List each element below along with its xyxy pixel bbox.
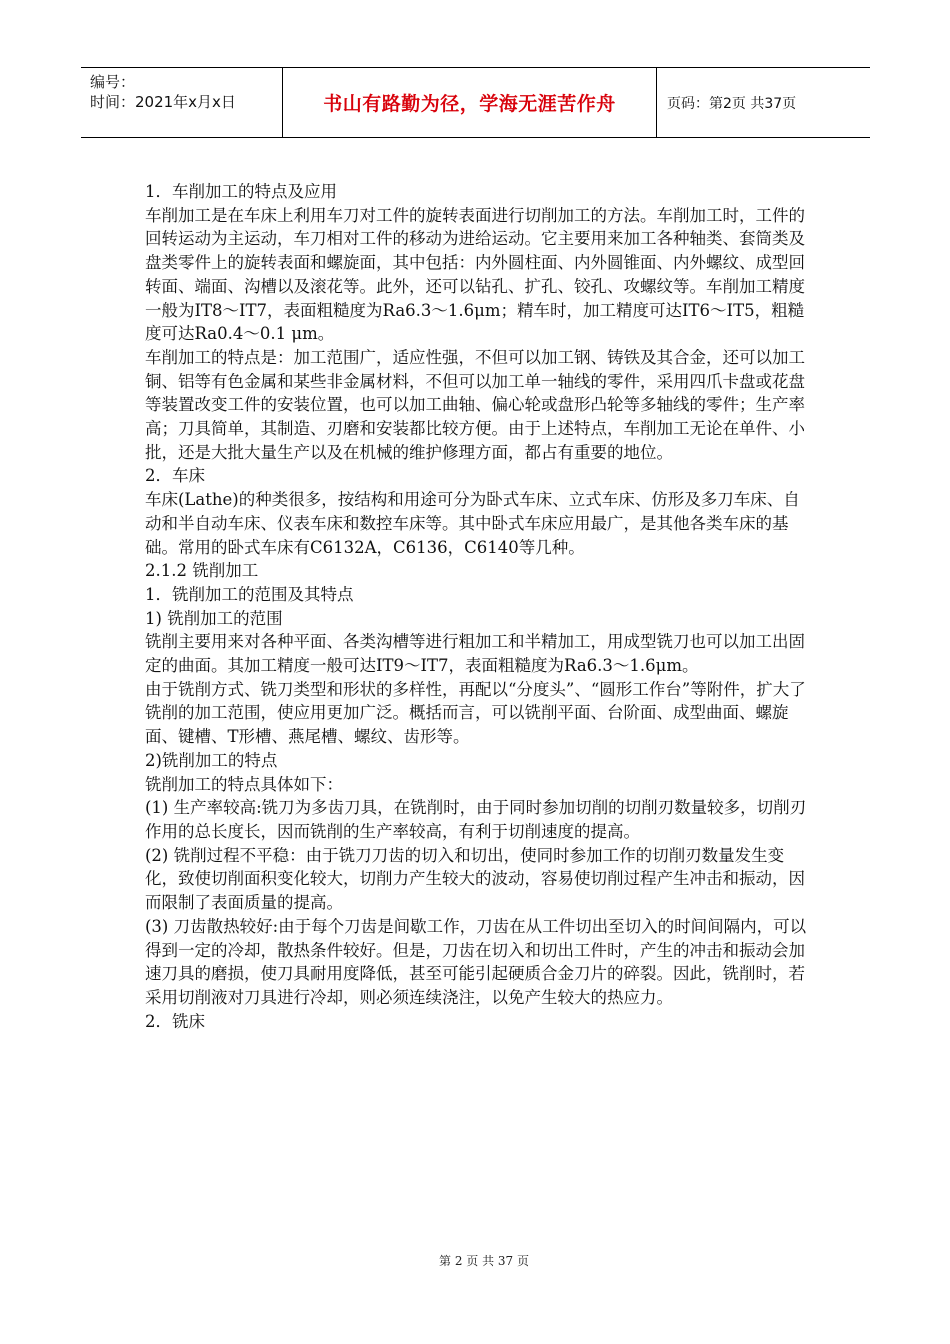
paragraph: 铣削加工的特点具体如下：: [145, 774, 343, 794]
paragraph: 车削加工是在车床上利用车刀对工件的旋转表面进行切削加工的方法。车削加工时，工件的回转运动为主运动，车刀相对工件的移动为进给运动。它主要用来加工各种轴类、套筒类及盘类零件上的旋转表面和螺旋面，其中包括：内外圆柱面、内外圆锥面、内外螺纹、成型回转面、端面、沟槽以及滚花等。此外，还可以钻孔、扩孔、铰孔、攻螺纹等。车削加工精度一般为IT8～IT7，表面粗糙度为Ra6.3～1.6μm；精车时，加工精度可达IT6～IT5，粗糙度可达Ra0.4～0.1 μm。: [145, 205, 805, 344]
page-header: [81, 67, 870, 138]
section-heading: 2．铣床: [145, 1011, 205, 1031]
section-heading: 2.1.2 铣削加工: [145, 561, 259, 581]
section-heading: 2．车床: [145, 466, 205, 486]
list-item: (3) 刀齿散热较好:由于每个刀齿是间歇工作，刀齿在从工件切出至切入的时间间隔内，可以得到一定的冷却，散热条件较好。但是，刀齿在切入和切出工件时，产生的冲击和振动会加速刀具的磨损，使刀具耐用度降低，甚至可能引起硬质合金刀片的碎裂。因此，铣削时，若采用切削液对刀具进行冷却，则必须连续浇注，以免产生较大的热应力。: [145, 916, 807, 1007]
header-page-info: 页码：第2页 共37页: [667, 95, 797, 112]
time-label: 时间：2021年x月x日: [90, 93, 236, 111]
paragraph: 车削加工的特点是：加工范围广，适应性强，不但可以加工钢、铸铁及其合金，还可以加工铜、铝等有色金属和某些非金属材料，不但可以加工单一轴线的零件，采用四爪卡盘或花盘等装置改变工件的安装位置，也可以加工曲轴、偏心轮或盘形凸轮等多轴线的零件；生产率高；刀具简单，其制造、刃磨和安装都比较方便。由于上述特点，车削加工无论在单件、小批，还是大批大量生产以及在机械的维护修理方面，都占有重要的地位。: [145, 347, 805, 462]
page-footer: [0, 1252, 950, 1269]
section-heading: 1．铣削加工的范围及其特点: [145, 584, 354, 604]
header-motto: 书山有路勤为径，学海无涯苦作舟: [283, 68, 657, 137]
list-item: (1) 生产率较高:铣刀为多齿刀具，在铣削时，由于同时参加切削的切削刃数量较多，切削刃作用的总长度长，因而铣削的生产率较高，有利于切削速度的提高。: [145, 798, 807, 841]
paragraph: 由于铣削方式、铣刀类型和形状的多样性，再配以“分度头”、“圆形工作台”等附件，扩大了铣削的加工范围，使应用更加广泛。概括而言，可以铣削平面、台阶面、成型曲面、螺旋面、键槽、T形槽、燕尾槽、螺纹、齿形等。: [145, 679, 806, 747]
list-item: (2) 铣削过程不平稳：由于铣刀刀齿的切入和切出，使同时参加工作的切削刃数量发生变化，致使切削面积变化较大，切削力产生较大的波动，容易使切削过程产生冲击和振动，因而限制了表面质量的提高。: [145, 845, 805, 913]
paragraph: 车床(Lathe)的种类很多，按结构和用途可分为卧式车床、立式车床、仿形及多刀车床、自动和半自动车床、仪表车床和数控车床等。其中卧式车床应用最广，是其他各类车床的基础。常用的卧式车床有C6132A，C6136，C6140等几种。: [145, 490, 800, 557]
subsection-heading: 1) 铣削加工的范围: [145, 608, 283, 628]
subsection-heading: 2)铣削加工的特点: [145, 750, 278, 770]
section-heading: 1．车削加工的特点及应用: [145, 182, 337, 201]
header-meta: [81, 68, 283, 137]
code-label: 编号：: [90, 73, 136, 91]
paragraph: 铣削主要用来对各种平面、各类沟槽等进行粗加工和半精加工，用成型铣刀也可以加工出固定的曲面。其加工精度一般可达IT9～IT7，表面粗糙度为Ra6.3～1.6μm。: [145, 632, 805, 676]
document-body: [145, 180, 815, 1033]
footer-page-number: 第 2 页 共 37 页: [439, 1254, 529, 1268]
